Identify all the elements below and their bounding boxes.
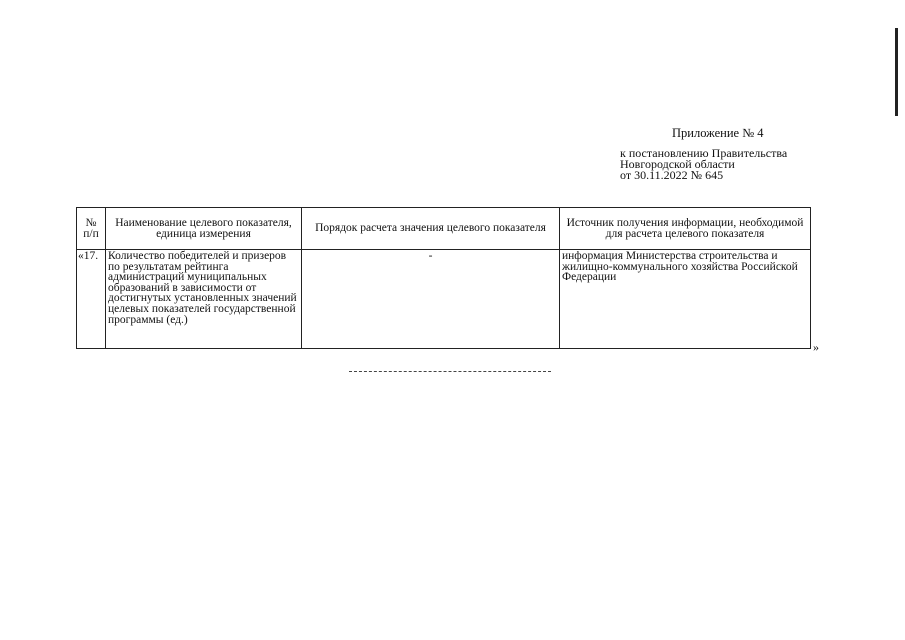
header-information-source: Источник получения информации, необходимой для расчета целевого показателя xyxy=(560,208,811,250)
closing-quote: » xyxy=(813,340,819,354)
scan-edge-mark xyxy=(895,28,898,116)
table-header-row xyxy=(77,208,811,250)
row-calculation-order: - xyxy=(302,250,560,349)
table-row xyxy=(77,250,811,349)
appendix-block xyxy=(620,128,850,181)
appendix-line-decree: к постановлению Правительства xyxy=(620,146,788,160)
appendix-title: Приложение № 4 xyxy=(672,126,764,140)
appendix-line-date: от 30.11.2022 № 645 xyxy=(620,168,724,182)
appendix-line-region: Новгородской области xyxy=(620,157,735,171)
row-information-source: информация Министерства строительства и жилищно-коммунального хозяйства Российской Федерации xyxy=(560,250,811,349)
row-number: «17. xyxy=(77,250,106,349)
row-indicator-name: Количество победителей и призеров по результатам рейтинга администраций муниципальных образований в зависимости от достигнутых установленных значений целевых показателей государственной программы (ед.) xyxy=(106,250,302,349)
header-indicator-name: Наименование целевого показателя, единица измерения xyxy=(106,208,302,250)
indicator-table xyxy=(76,207,811,349)
header-number: № п/п xyxy=(77,208,106,250)
end-separator-line xyxy=(349,371,551,372)
header-calculation-order: Порядок расчета значения целевого показателя xyxy=(302,208,560,250)
